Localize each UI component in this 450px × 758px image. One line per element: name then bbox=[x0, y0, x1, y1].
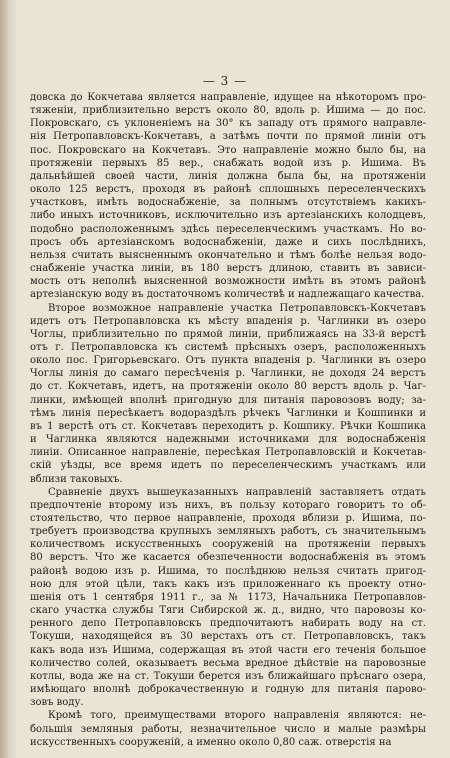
text-line: районѣ водою изъ р. Ишима, то послѣднюю нельзя считать пригод- bbox=[30, 565, 426, 577]
text-line: Покровскаго, съ уклоненіемъ на 30° къ западу отъ прямого направле- bbox=[30, 118, 426, 130]
text-line: отъ г. Петропавловска къ системѣ прѣсныхъ озеръ, расположенныхъ bbox=[30, 341, 426, 353]
text-line: зовъ воду. bbox=[30, 697, 84, 709]
text-line: стоятельство, что первое направленіе, проходя вблизи р. Ишима, по- bbox=[30, 513, 426, 524]
text-line: количествомъ искусственныхъ сооруженій на протяженіи первыхъ bbox=[30, 539, 426, 551]
text-line: Чоглы линія до самаго пересѣченія р. Чаглинки, не доходя 24 верстъ bbox=[30, 368, 426, 380]
text-line: подобно расположеннымъ здѣсь переселенческимъ участкамъ. Но во- bbox=[30, 223, 426, 235]
text-line: скій уѣзды, все время идетъ по переселенческимъ участкамъ или bbox=[30, 460, 426, 472]
text-line: ренного депо Петропавловскъ предпочитаютъ набирать воду на ст. bbox=[30, 618, 426, 630]
text-line: предпочтеніе второму изъ нихъ, въ пользу котораго говоритъ то об- bbox=[30, 499, 426, 511]
text-line: Сравненіе двухъ вышеуказанныхъ направленій заставляетъ отдать bbox=[48, 486, 426, 498]
page-number: — 3 — bbox=[202, 74, 248, 88]
text-line: котлы, вода же на ст. Токуши берется изъ ближайшаго прѣснаго озера, bbox=[30, 670, 426, 682]
text-line: довска до Кокчетава является направленіе, идущее на нѣкоторомъ про- bbox=[30, 92, 426, 103]
text-line: шенія отъ 1 сентября 1911 г., за № 1173, Начальника Петропавлов- bbox=[30, 591, 426, 603]
text-line: артезіанскую воду въ достаточномъ количествѣ и надлежащаго качества. bbox=[30, 289, 425, 301]
text-line: Токуши, находящейся въ 30 верстахъ отъ ст. Петропавловскъ, такъ bbox=[30, 631, 426, 643]
text-line: количество солей, оказываетъ весьма вредное дѣйствіе на паровозные bbox=[30, 657, 426, 669]
text-line: снабженіе участка линіи, въ 180 верстъ длиною, ставить въ зависи- bbox=[30, 263, 426, 275]
text-line: Чоглы, приблизительно по прямой линіи, приближаясь на 33-й верстѣ bbox=[30, 328, 426, 340]
text-line: ною для этой цѣли, такъ какъ изъ приложеннаго къ проекту отно- bbox=[30, 578, 426, 590]
text-line: пос. Покровскаго на Кокчетавъ. Это направленіе можно было бы, на bbox=[30, 144, 426, 156]
text-line: въ 1 верстѣ отъ ст. Кокчетавъ переходитъ р. Кошпику. Рѣчки Кошпика bbox=[30, 420, 426, 432]
page-edge bbox=[0, 0, 8, 758]
text-line: тяженіи, приблизительно верстъ около 80, вдоль р. Ишима — до пос. bbox=[30, 105, 426, 117]
text-line: идетъ отъ Петропавловска къ мѣсту впаденія р. Чаглинки въ озеро bbox=[30, 315, 426, 327]
text-line: тѣмъ линія пересѣкаетъ водораздѣлъ рѣчекъ Чаглинки и Кошпинки и bbox=[30, 407, 426, 419]
text-line: около 125 верстъ, проходя въ районѣ сплошныхъ переселенческихъ bbox=[30, 184, 426, 196]
text-line: Кромѣ того, преимуществами второго направленія являются: не- bbox=[48, 710, 426, 722]
text-line: 80 верстъ. Что же касается обезпеченности водоснабженія въ этомъ bbox=[30, 552, 426, 564]
text-line: искусственныхъ сооруженій, а именно около 0,80 саж. отверстія на bbox=[30, 736, 392, 748]
text-line: и Чаглинка являются надежными источниками для водоснабженія bbox=[30, 434, 426, 446]
text-line: дальнѣйшей своей части, линія должна была бы, на протяженіи bbox=[30, 170, 426, 182]
text-line: участковъ, имѣть водоснабженіе, за полнымъ отсутствіемъ какихъ- bbox=[30, 197, 426, 209]
text-line: имѣющаго вполнѣ доброкачественную и годную для питанія парово- bbox=[30, 684, 426, 696]
text-line: Второе возможное направленіе участка Петропавловскъ-Кокчетавъ bbox=[48, 302, 426, 314]
text-line: скаго участка службы Тяги Сибирской ж. д., видно, что паровозы ко- bbox=[30, 605, 426, 617]
text-line: большія земляныя работы, незначительное число и малые размѣры bbox=[30, 723, 426, 735]
text-line: до ст. Кокчетавъ, идетъ, на протяженіи около 80 верстъ вдоль р. Чаг- bbox=[30, 381, 426, 393]
text-line: мость отъ неполнѣ выясненной возможности имѣть въ этомъ районѣ bbox=[30, 276, 426, 288]
text-line: протяженіи первыхъ 85 вер., снабжать водой изъ р. Ишима. Въ bbox=[30, 157, 426, 169]
text-line: либо иныхъ источниковъ, исключительно изъ артезіанскихъ колодцевъ, bbox=[30, 210, 426, 222]
text-line: вблизи таковыхъ. bbox=[30, 473, 123, 485]
text-line: какъ вода изъ Ишима, содержащая въ этой части его теченія большое bbox=[30, 644, 426, 656]
text-line: линіи. Описанное направленіе, пересѣкая Петропавловскій и Кокчетав- bbox=[30, 447, 426, 459]
page-spine-shadow bbox=[8, 0, 18, 758]
body-text bbox=[30, 91, 426, 749]
text-line: около пос. Григорьевскаго. Отъ пункта впаденія р. Чаглинки въ озеро bbox=[30, 355, 426, 367]
text-line: просъ объ артезіанскомъ водоснабженіи, даже и сихъ послѣднихъ, bbox=[30, 236, 426, 248]
text-line: нельзя считать выясненнымъ окончательно и тѣмъ болѣе нельзя водо- bbox=[30, 249, 426, 261]
text-line: линки, имѣющей вполнѣ пригодную для питанія паровозовъ воду; за- bbox=[30, 394, 426, 406]
text-line: нія Петропавловскъ-Кокчетавъ, а затѣмъ почти по прямой линіи отъ bbox=[30, 131, 426, 143]
text-line: требуетъ производства крупныхъ земляныхъ работъ, съ значительнымъ bbox=[30, 526, 426, 538]
